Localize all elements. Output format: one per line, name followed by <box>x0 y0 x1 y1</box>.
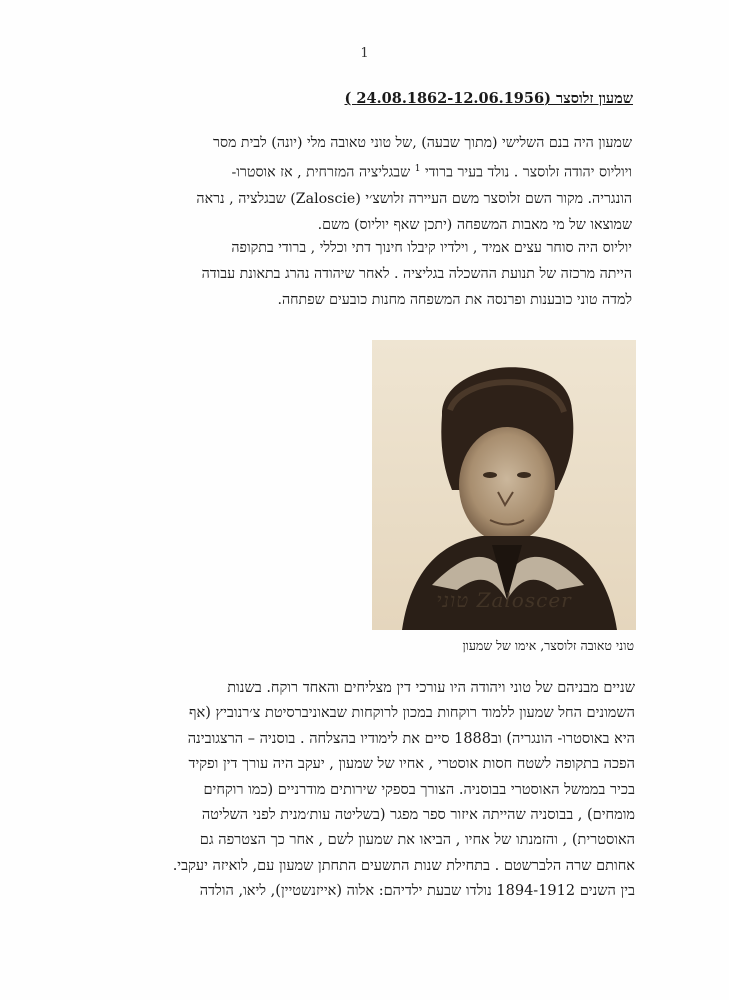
paragraph-line: האוסטרית) , והזמנתו של אחיו , הביאו את שמעון לשם , אחר כך הצטרפה גם <box>199 832 635 849</box>
paragraph-line: אחותם שרה הלברשטם . בתחילת שנות התשעים התחתן שמעון עם, לואיזה יעקבי. <box>172 857 635 874</box>
paragraph-line-text: שבגליציה המזרחית , אז אוסטרו- <box>231 164 411 181</box>
paragraph-line: יוליוס היה סוחר עצים אמיד , וילדיו קיבלו חינוך דתי וכללי , ברודי בתקופה <box>231 240 632 256</box>
paragraph-family <box>98 235 632 313</box>
paragraph-line: שניים מבניהם של טוני ויהודה היו עורכי דין מצליחים והאחד רוקח. בשנות <box>227 680 635 696</box>
paragraph-line: הייתה מרכזה של תנועת ההשכלה בגליציה . לאחר שיהודה נהרג בתאונת עבודה <box>201 266 632 282</box>
paragraph-line: הונגריה. מקור השם זלוסצר משם העיירה זלושצ׳י (Zaloscie) שבגלציה , נראה <box>196 190 632 207</box>
portrait-illustration <box>372 340 636 630</box>
paragraph-line: שמוצאו של מי מאבות המשפחה (יתכן שאף יוליוס) משם. <box>317 216 632 233</box>
paragraph-line: שמעון היה בנם השלישי (מתוך שבעה) ,של טוני טאובה מלי (יונה) לבית מסר <box>212 135 632 151</box>
paragraph-line: בין השנים 1894-1912 נולדו שבעת ילדיהם: אלוה (אייזנשטיין), ליאו, הולדה <box>199 883 635 900</box>
paragraph-line-text: ויוליוס יהודה זלוסצר . נולד בעיר ברודי <box>424 164 632 181</box>
paragraph-career <box>100 676 635 905</box>
paragraph-birth <box>98 130 632 238</box>
paragraph-line: היא באוסטרו- הונגריה) וב1888 סיים את לימודיו בהצלחה . בוסניה – הרצגובינה <box>187 730 635 747</box>
paragraph-line: הפכה בתקופה לשטח חסות אוסטרי , אחיו של שמעון , יעקב היה עורך דין ופקיד <box>188 756 635 773</box>
page-number: 1 <box>360 46 369 61</box>
portrait-photo <box>372 340 636 630</box>
photo-signature: טוני Zaloscer <box>436 588 572 612</box>
photo-caption: טוני טאובה זלוסצר, אימו של שמעון <box>462 638 634 653</box>
footnote-marker: 1 <box>414 164 421 174</box>
paragraph-line: בכיר בממשל האוסטרי בבוסניה. הצורך בספקי שירותים מודרניים (כמו רוקחים <box>203 781 635 798</box>
paragraph-line <box>98 156 632 186</box>
page-title: שמעון זלוסצר (24.08.1862-12.06.1956 ) <box>344 90 633 107</box>
paragraph-line: מומחים) , בבוסניה שהייתה איזור ספר מפגר (בשליטה עות׳מנית לפני השליטה <box>201 807 635 824</box>
paragraph-line: השמונים החל שמעון ללמוד רוקחות במכון לרוקחות שבאוניברסיטת צ׳רנוביץ (אף <box>189 705 635 722</box>
paragraph-line: למדה טוני כובענות ופרנסה את המשפחה מחנות כובעים שפתחה. <box>277 292 632 308</box>
